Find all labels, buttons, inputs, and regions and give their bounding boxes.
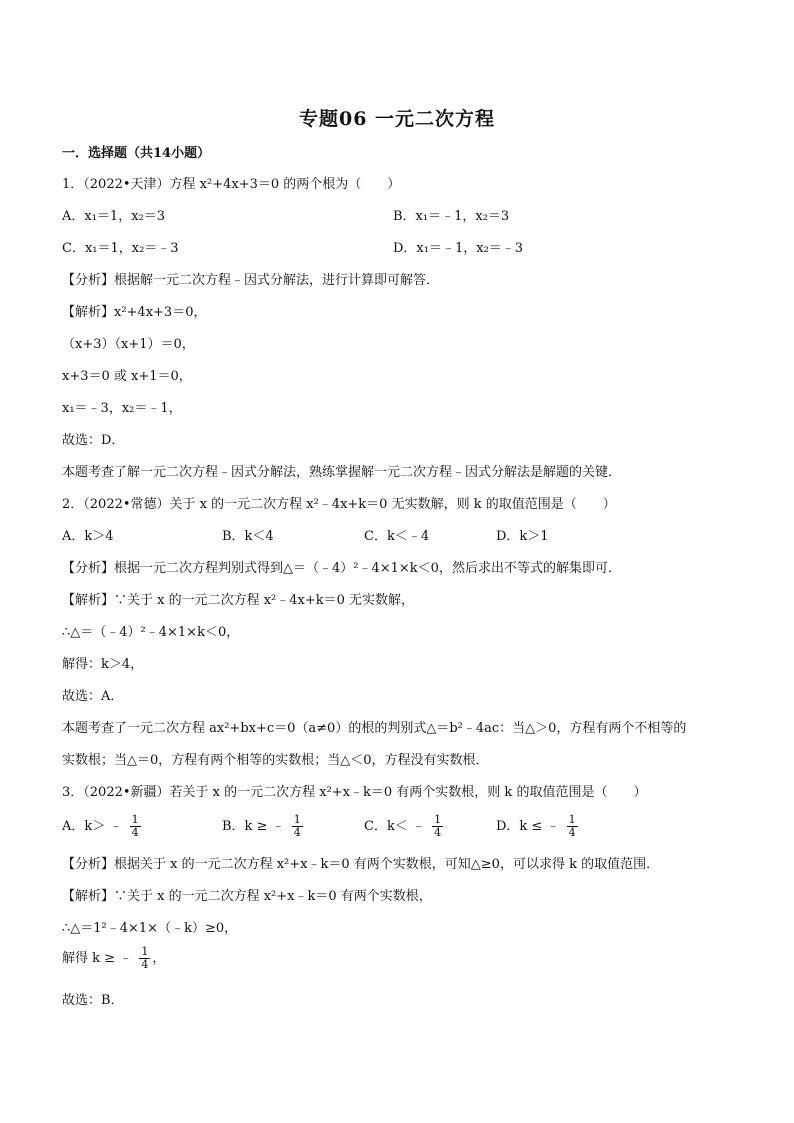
q1-solution-line: x+3＝0 或 x+1＝0， — [62, 369, 192, 384]
fraction-numerator: 1 — [141, 945, 149, 958]
q2-option-a: A．k＞4 — [62, 529, 114, 544]
q2-solution-line: ∴△＝（﹣4）²﹣4×1×k＜0， — [62, 625, 240, 640]
fraction-denominator: 4 — [568, 826, 576, 839]
q3-option-d — [496, 814, 580, 839]
page-title: 专题06 一元二次方程 — [298, 108, 496, 130]
q3-option-c — [364, 814, 445, 839]
q3-option-b-prefix: B．k ≥ — [222, 819, 268, 834]
q1-option-d: D．x₁＝﹣1，x₂＝﹣3 — [393, 241, 524, 256]
fraction-numerator: 1 — [293, 813, 301, 826]
q1-option-c: C．x₁＝1，x₂＝﹣3 — [62, 241, 179, 256]
q3-options-row — [62, 814, 734, 846]
minus-sign: ﹣ — [411, 818, 425, 834]
q2-summary-line: 实数根；当△＝0，方程有两个相等的实数根；当△＜0，方程没有实数根． — [62, 753, 489, 768]
fraction-numerator: 1 — [568, 813, 576, 826]
fraction-denominator: 4 — [131, 826, 139, 839]
q2-options-row — [62, 528, 734, 546]
q3-analysis: 【分析】根据关于 x 的一元二次方程 x²+x﹣k＝0 有两个实数根，可知△≥0，可以求得 k 的取值范围． — [62, 857, 660, 872]
q1-options-row-1 — [62, 208, 734, 226]
q1-solution-line: 【解析】x²+4x+3＝0， — [62, 305, 207, 320]
q2-solution-line: 解得：k＞4， — [62, 657, 144, 672]
fraction-numerator: 1 — [434, 813, 442, 826]
q3-option-a — [62, 814, 143, 839]
q3-solution-line: ∴△＝1²﹣4×1×（﹣k）≥0， — [62, 921, 238, 936]
q1-option-b: B．x₁＝﹣1，x₂＝3 — [393, 209, 510, 224]
q2-option-c: C．k＜﹣4 — [364, 529, 430, 544]
q2-solution-line: 【解析】∵关于 x 的一元二次方程 x²﹣4x+k＝0 无实数解， — [62, 593, 415, 608]
q3-stem: 3．（2022•新疆）若关于 x 的一元二次方程 x²+x﹣k＝0 有两个实数根，则 k 的取值范围是（ ） — [62, 785, 647, 800]
q1-analysis: 【分析】根据解一元二次方程﹣因式分解法，进行计算即可解答． — [62, 273, 440, 288]
q3-option-b — [222, 814, 305, 839]
q2-answer: 故选：A． — [62, 689, 124, 704]
fraction-denominator: 4 — [141, 958, 149, 971]
minus-sign: ﹣ — [119, 950, 133, 966]
q3-solution-result — [62, 946, 734, 978]
q3-option-a-prefix: A．k＞ — [62, 819, 106, 834]
q3-option-d-prefix: D．k ≤ — [496, 819, 543, 834]
q1-answer: 故选：D． — [62, 433, 125, 448]
q3-solution-prefix: 解得 k ≥ — [62, 951, 116, 966]
q2-option-d: D．k＞1 — [496, 529, 549, 544]
fraction-denominator: 4 — [293, 826, 301, 839]
q2-summary-line: 本题考查了一元二次方程 ax²+bx+c＝0（a≠0）的根的判别式△＝b²﹣4ac：当△＞0，方程有两个不相等的 — [62, 721, 687, 736]
fraction — [130, 814, 141, 839]
q2-analysis: 【分析】根据一元二次方程判别式得到△＝（﹣4）²﹣4×1×k＜0，然后求出不等式的解集即可． — [62, 561, 621, 576]
q1-solution-line: x₁＝﹣3，x₂＝﹣1， — [62, 401, 182, 416]
section-heading: 一．选择题（共14小题） — [62, 146, 211, 161]
fraction-denominator: 4 — [434, 826, 442, 839]
minus-sign: ﹣ — [109, 818, 123, 834]
fraction — [139, 946, 150, 971]
minus-sign: ﹣ — [546, 818, 560, 834]
fraction — [432, 814, 443, 839]
fraction — [567, 814, 578, 839]
q3-solution-line: 【解析】∵关于 x 的一元二次方程 x²+x﹣k＝0 有两个实数根， — [62, 889, 432, 904]
q2-option-b: B．k＜4 — [222, 529, 274, 544]
q3-answer: 故选：B． — [62, 993, 124, 1008]
fraction-numerator: 1 — [131, 813, 139, 826]
q1-stem: 1．（2022•天津）方程 x²+4x+3＝0 的两个根为（ ） — [62, 177, 401, 192]
q1-summary: 本题考查了解一元二次方程﹣因式分解法，熟练掌握解一元二次方程﹣因式分解法是解题的关键． — [62, 465, 622, 480]
q1-solution-line: （x+3）（x+1）＝0， — [62, 337, 195, 352]
q1-options-row-2 — [62, 240, 734, 258]
q2-stem: 2．（2022•常德）关于 x 的一元二次方程 x²﹣4x+k＝0 无实数解，则 k 的取值范围是（ ） — [62, 497, 616, 512]
minus-sign: ﹣ — [271, 818, 285, 834]
q3-option-c-prefix: C．k＜ — [364, 819, 408, 834]
q3-solution-suffix: ， — [152, 951, 166, 966]
fraction — [292, 814, 303, 839]
q1-option-a: A．x₁＝1，x₂＝3 — [62, 209, 166, 224]
